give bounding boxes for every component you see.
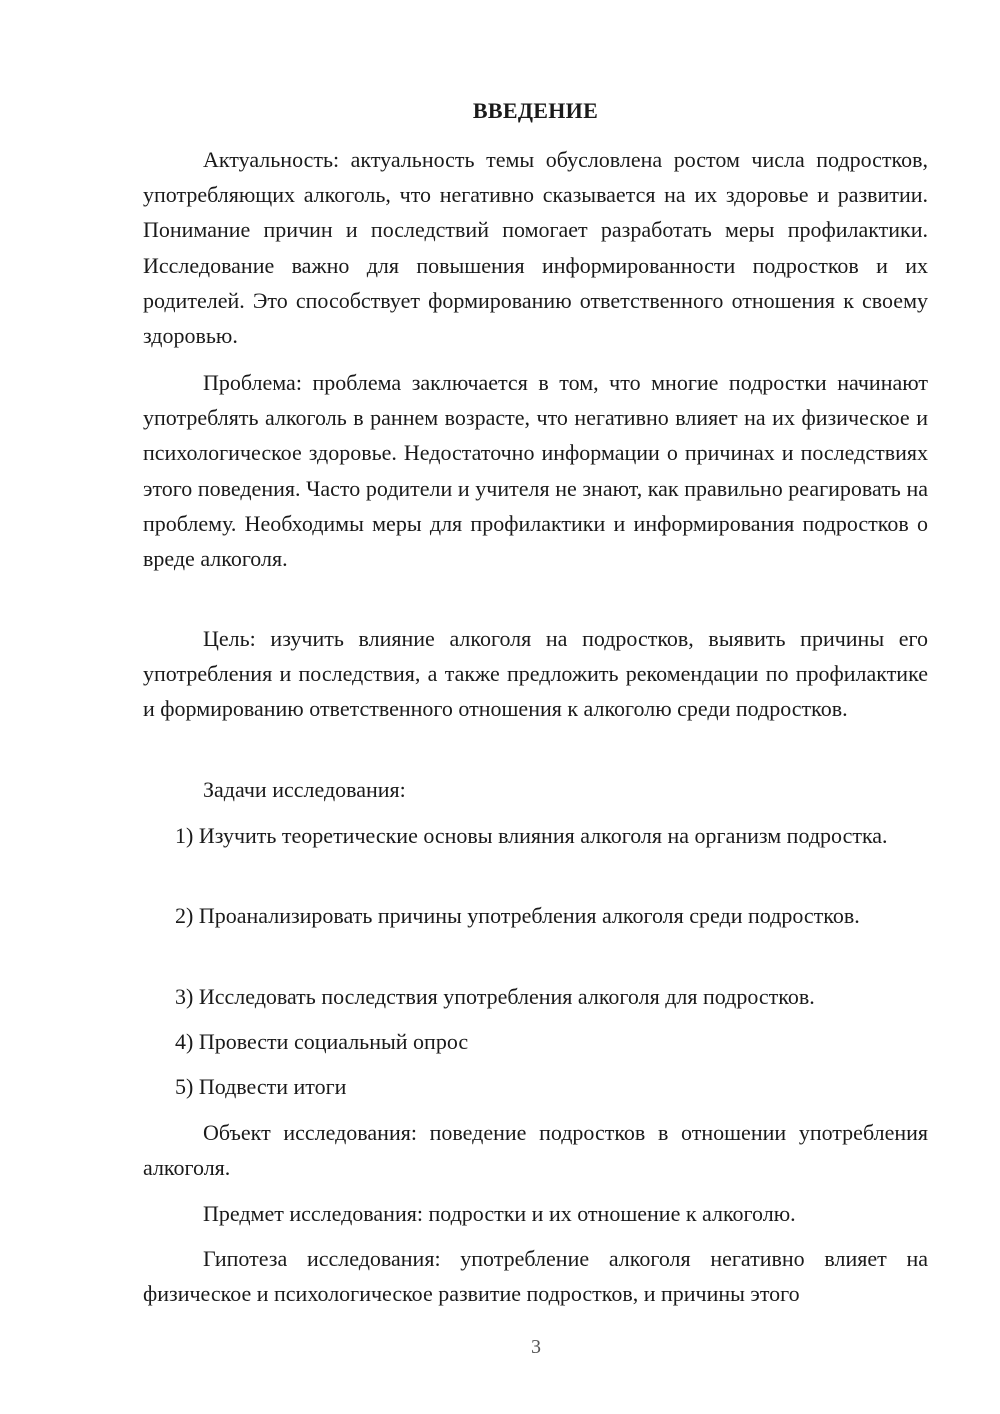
- paragraph-problem: Проблема: проблема заключается в том, что многие подростки начинают употреблять алкоголь в раннем возрасте, что негативно влияет на их физическое и психологическое здоровье. Недостаточно информации о причинах и последствиях этого поведения. Часто родители и учителя не знают, как правильно реагировать на проблему. Необходимы меры для профилактики и информирования подростков о вреде алкоголя.: [143, 370, 928, 572]
- task-item-3: 3) Исследовать последствия употребления алкоголя для подростков.: [175, 984, 815, 1009]
- paragraph-hypothesis: Гипотеза исследования: употребление алкоголя негативно влияет на физическое и психологическое развитие подростков, и причины этого: [143, 1246, 928, 1307]
- task-item-1: 1) Изучить теоретические основы влияния алкоголя на организм подростка.: [175, 823, 888, 848]
- task-item-2: 2) Проанализировать причины употребления алкоголя среди подростков.: [175, 903, 860, 928]
- paragraph-goal: Цель: изучить влияние алкоголя на подростков, выявить причины его употребления и последствия, а также предложить рекомендации по профилактике и формированию ответственного отношения к алкоголю среди подростков.: [143, 626, 928, 722]
- paragraph-subject: Предмет исследования: подростки и их отношение к алкоголю.: [203, 1201, 796, 1226]
- task-item-5: 5) Подвести итоги: [175, 1074, 347, 1099]
- paragraph-object: Объект исследования: поведение подростков в отношении употребления алкоголя.: [143, 1120, 928, 1181]
- paragraph-tasks-heading: Задачи исследования:: [203, 777, 406, 802]
- paragraph-relevance: Актуальность: актуальность темы обусловлена ростом числа подростков, употребляющих алкоголь, что негативно сказывается на их здоровье и развитии. Понимание причин и последствий помогает разработать меры профилактики. Исследование важно для повышения информированности подростков и их родителей. Это способствует формированию ответственного отношения к своему здоровью.: [143, 147, 928, 349]
- task-item-4: 4) Провести социальный опрос: [175, 1029, 469, 1054]
- page-number: 3: [531, 1336, 541, 1358]
- page-title: ВВЕДЕНИЕ: [472, 98, 599, 123]
